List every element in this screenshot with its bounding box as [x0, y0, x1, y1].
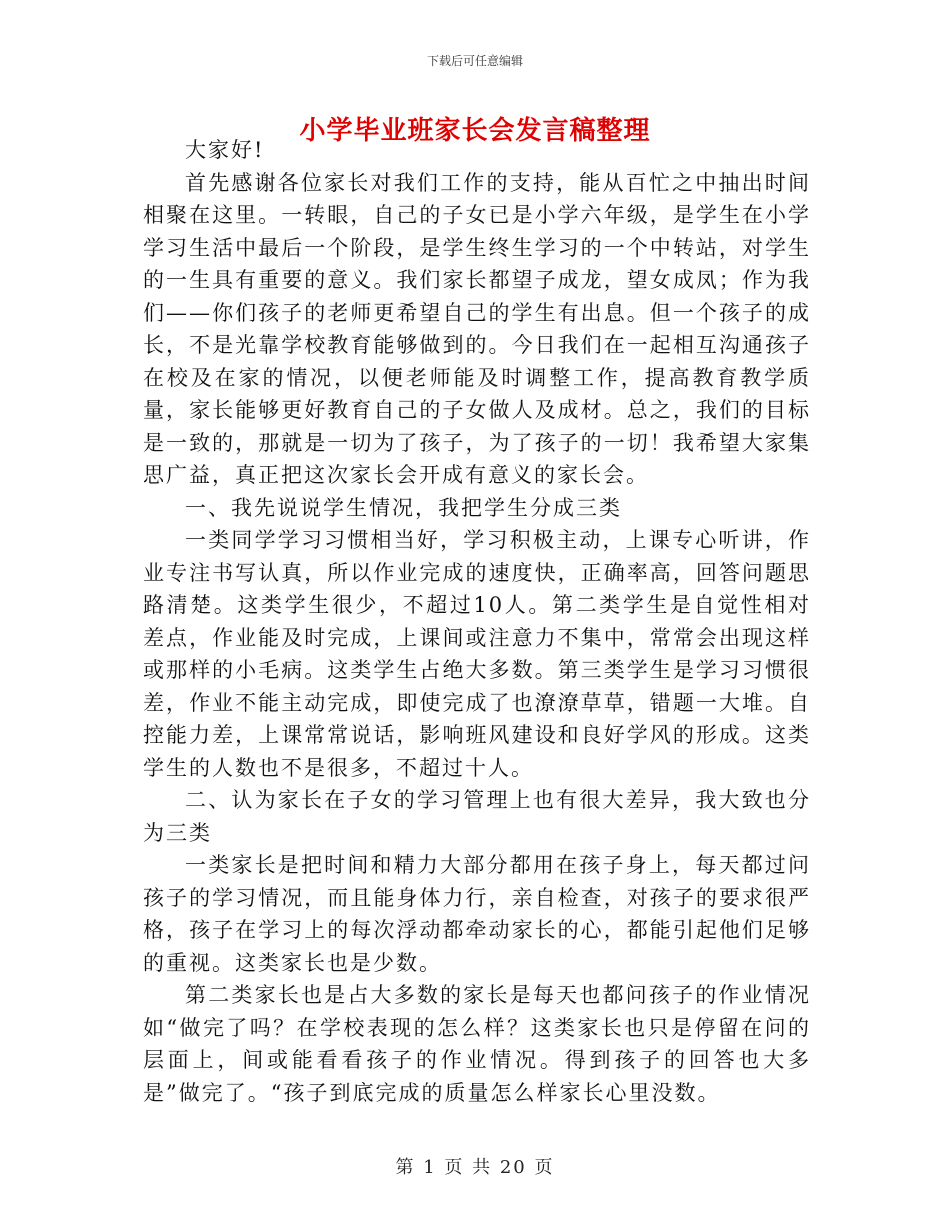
document-body — [143, 134, 811, 1109]
section-heading-parents: 二、认为家长在子女的学习管理上也有很大差异，我大致也分为三类 — [143, 788, 811, 845]
document-title: 小学毕业班家长会发言稿整理 — [299, 116, 651, 146]
section-heading-students: 一、我先说说学生情况，我把学生分成三类 — [185, 495, 622, 520]
page-number: 第 1 页 共 20 页 — [395, 1157, 555, 1178]
paragraph-parent-type-one: 一类家长是把时间和精力大部分都用在孩子身上，每天都过问孩子的学习情况，而且能身体力行，亲自检查，对孩子的要求很严格，孩子在学习上的每次浮动都牵动家长的心，都能引起他们足够的重视。这类家长也是少数。 — [143, 853, 811, 975]
paragraph-student-types: 一类同学学习习惯相当好，学习积极主动，上课专心听讲，作业专注书写认真，所以作业完成的速度快，正确率高，回答问题思路清楚。这类学生很少，不超过10人。第二类学生是自觉性相对差点，作业能及时完成，上课间或注意力不集中，常常会出现这样或那样的小毛病。这类学生占绝大多数。第三类学生是学习习惯很差，作业不能主动完成，即使完成了也潦潦草草，错题一大堆。自控能力差，上课常常说话，影响班风建设和良好学风的形成。这类学生的人数也不是很多，不超过十人。 — [143, 528, 811, 780]
header-note: 下载后可任意编辑 — [426, 54, 523, 68]
paragraph-greeting: 大家好! — [185, 138, 265, 162]
paragraph-intro: 首先感谢各位家长对我们工作的支持，能从百忙之中抽出时间相聚在这里。一转眼，自己的子女已是小学六年级，是学生在小学学习生活中最后一个阶段，是学生终生学习的一个中转站，对学生的一生具有重要的意义。我们家长都望子成龙，望女成凤；作为我们——你们孩子的老师更希望自己的学生有出息。但一个孩子的成长，不是光靠学校教育能够做到的。今日我们在一起相互沟通孩子在校及在家的情况，以便老师能及时调整工作，提高教育教学质量，家长能够更好教育自己的子女做人及成材。总之，我们的目标是一致的，那就是一切为了孩子，为了孩子的一切！我希望大家集思广益，真正把这次家长会开成有意义的家长会。 — [143, 170, 811, 487]
paragraph-parent-type-two: 第二类家长也是占大多数的家长是每天也都问孩子的作业情况如“做完了吗？在学校表现的怎么样？这类家长也只是停留在问的层面上，间或能看看孩子的作业情况。得到孩子的回答也大多是”做完了。“孩子到底完成的质量怎么样家长心里没数。 — [143, 983, 811, 1105]
